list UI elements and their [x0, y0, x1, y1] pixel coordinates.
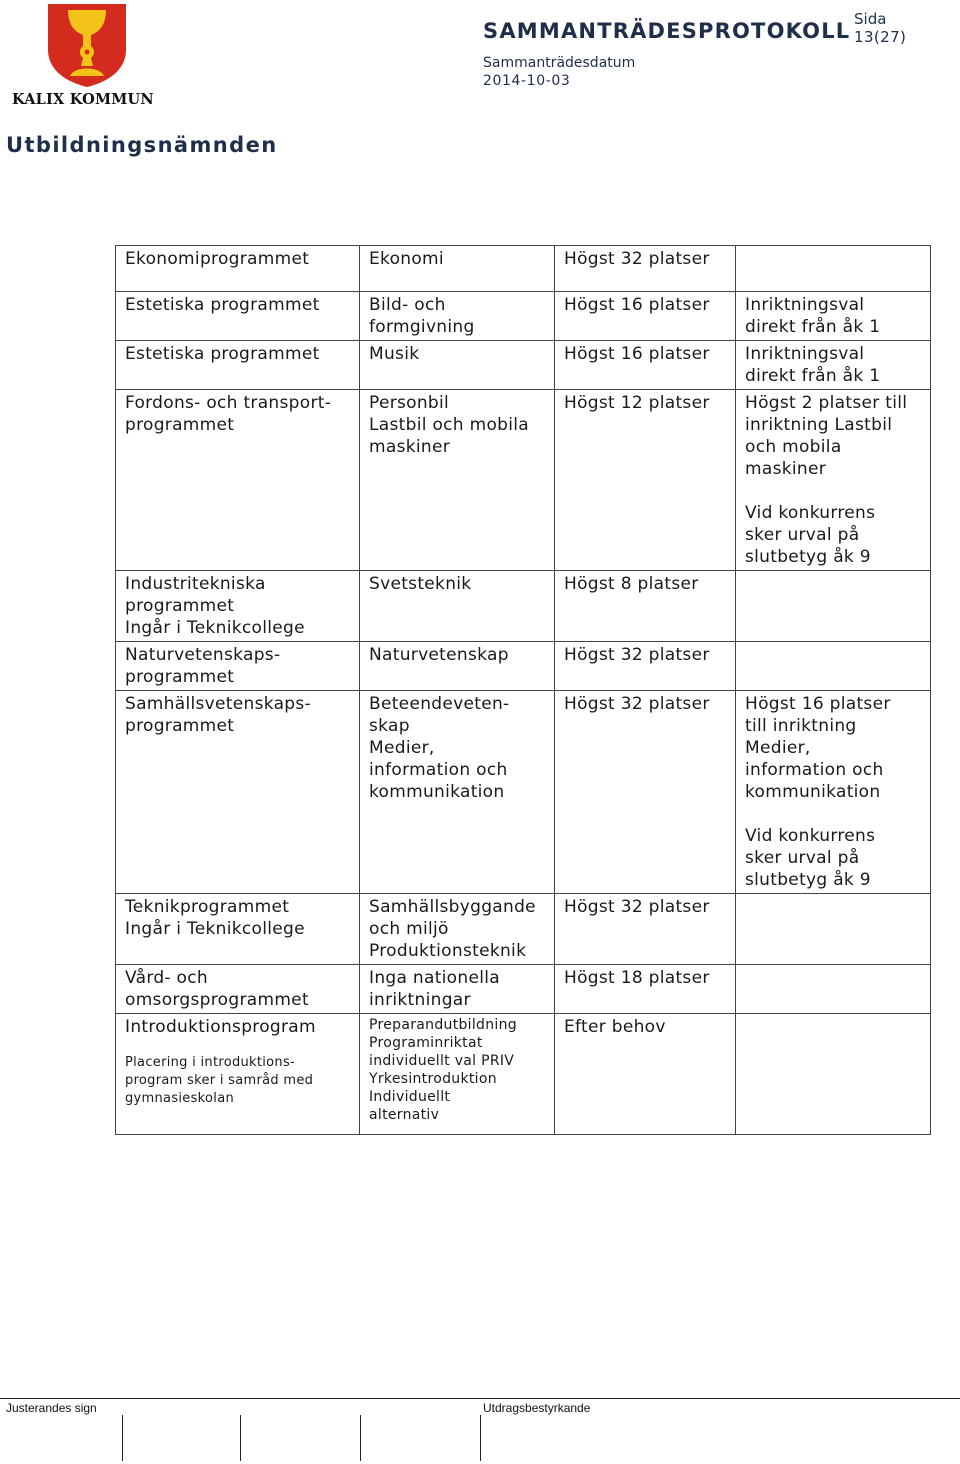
note-cell	[736, 691, 931, 894]
table-row	[116, 1014, 931, 1135]
note-cell	[736, 965, 931, 1014]
note-cell	[736, 390, 931, 571]
cell-line: Ingår i Teknikcollege	[125, 618, 305, 638]
cell-line: Medier,	[369, 738, 435, 758]
cell-line: Beteendeveten-	[369, 694, 510, 714]
cell-line: individuellt val PRIV	[369, 1053, 515, 1069]
cell-line: formgivning	[369, 317, 475, 337]
program-cell	[116, 571, 360, 642]
cell-line: programmet	[125, 716, 235, 736]
orientation-cell	[360, 1014, 555, 1135]
cell-line: Naturvetenskap	[369, 645, 509, 665]
cell-line: Programinriktat	[369, 1035, 483, 1051]
cell-line: omsorgsprogrammet	[125, 990, 309, 1010]
cell-line: och miljö	[369, 919, 449, 939]
cell-line: Ekonomiprogrammet	[125, 249, 310, 269]
places-cell	[555, 642, 736, 691]
cell-line: programmet	[125, 415, 235, 435]
cell-line: direkt från åk 1	[745, 366, 881, 386]
spacer	[745, 480, 922, 502]
cell-line: Ingår i Teknikcollege	[125, 919, 305, 939]
table-row	[116, 691, 931, 894]
cell-line: och mobila	[745, 437, 842, 457]
utdragsbestyrkande-label: Utdragsbestyrkande	[483, 1401, 591, 1415]
note-cell	[736, 341, 931, 390]
cell-line: alternativ	[369, 1107, 440, 1123]
orientation-cell	[360, 894, 555, 965]
places-cell	[555, 894, 736, 965]
signature-footer	[0, 1398, 960, 1464]
cell-line: information och	[745, 760, 884, 780]
cell-line: Inriktningsval	[745, 344, 865, 364]
page-label: Sida	[854, 10, 887, 28]
cell-line: programmet	[125, 667, 235, 687]
meeting-date-label: Sammanträdesdatum	[483, 55, 636, 71]
cell-line: Yrkesintroduktion	[369, 1071, 497, 1087]
orientation-cell	[360, 965, 555, 1014]
cell-line: Högst 12 platser	[564, 393, 710, 413]
program-cell	[116, 246, 360, 292]
program-cell	[116, 642, 360, 691]
cell-line: Introduktionsprogram	[125, 1017, 316, 1037]
places-cell	[555, 571, 736, 642]
justerandes-sign-label: Justerandes sign	[6, 1401, 97, 1415]
cell-line: Högst 16 platser	[564, 344, 710, 364]
cell-line: slutbetyg åk 9	[745, 547, 871, 567]
cell-line: Vid konkurrens	[745, 826, 876, 846]
program-cell	[116, 292, 360, 341]
cell-line: Högst 8 platser	[564, 574, 699, 594]
cell-line: Bild- och	[369, 295, 446, 315]
cell-line: slutbetyg åk 9	[745, 870, 871, 890]
places-cell	[555, 341, 736, 390]
places-cell	[555, 390, 736, 571]
cell-line: maskiner	[745, 459, 827, 479]
cell-line: Vid konkurrens	[745, 503, 876, 523]
table-row	[116, 292, 931, 341]
cell-line: gymnasieskolan	[125, 1091, 235, 1106]
cell-line: Samhällsvetenskaps-	[125, 694, 311, 714]
cell-line: Inriktningsval	[745, 295, 865, 315]
signature-divider	[240, 1415, 241, 1461]
cell-line: skap	[369, 716, 410, 736]
program-table	[115, 245, 931, 1135]
note-cell	[736, 1014, 931, 1135]
cell-line: Estetiska programmet	[125, 295, 320, 315]
orientation-cell	[360, 642, 555, 691]
cell-line: maskiner	[369, 437, 451, 457]
cell-line: Preparandutbildning	[369, 1017, 517, 1033]
cell-line: Högst 2 platser till	[745, 393, 908, 413]
cell-line: program sker i samråd med	[125, 1073, 314, 1088]
cell-line: Produktionsteknik	[369, 941, 527, 961]
note-cell	[736, 292, 931, 341]
table-row	[116, 965, 931, 1014]
board-name: Utbildningsnämnden	[6, 133, 278, 157]
note-cell	[736, 894, 931, 965]
program-cell	[116, 1014, 360, 1135]
cell-line: Estetiska programmet	[125, 344, 320, 364]
coat-of-arms-icon	[46, 2, 128, 88]
document-title: SAMMANTRÄDESPROTOKOLL	[483, 19, 851, 43]
cell-line: Högst 32 platser	[564, 897, 710, 917]
signature-divider	[122, 1415, 123, 1461]
cell-line: Musik	[369, 344, 420, 364]
cell-line: Samhällsbyggande	[369, 897, 536, 917]
note-cell	[736, 642, 931, 691]
placement-note	[125, 1054, 351, 1108]
program-cell	[116, 965, 360, 1014]
cell-line: programmet	[125, 596, 235, 616]
municipality-logo	[8, 2, 160, 110]
cell-line: Placering i introduktions-	[125, 1055, 296, 1070]
orientation-cell	[360, 292, 555, 341]
cell-line: Vård- och	[125, 968, 208, 988]
cell-line: Medier,	[745, 738, 811, 758]
orientation-cell	[360, 246, 555, 292]
meeting-date-value: 2014-10-03	[483, 73, 571, 89]
cell-line: inriktning Lastbil	[745, 415, 893, 435]
cell-line: Högst 16 platser	[745, 694, 891, 714]
cell-line: Teknikprogrammet	[125, 897, 290, 917]
table-row	[116, 894, 931, 965]
cell-line: sker urval på	[745, 525, 860, 545]
cell-line: inriktningar	[369, 990, 471, 1010]
signature-divider	[360, 1415, 361, 1461]
table-row	[116, 341, 931, 390]
program-cell	[116, 691, 360, 894]
logo-text: KALIX KOMMUN	[12, 91, 154, 108]
cell-line: Högst 32 platser	[564, 694, 710, 714]
table-row	[116, 246, 931, 292]
places-cell	[555, 1014, 736, 1135]
program-cell	[116, 894, 360, 965]
cell-line: Personbil	[369, 393, 450, 413]
places-cell	[555, 691, 736, 894]
cell-line: Ekonomi	[369, 249, 444, 269]
cell-line: Högst 32 platser	[564, 249, 710, 269]
orientation-cell	[360, 571, 555, 642]
cell-line: Inga nationella	[369, 968, 500, 988]
cell-line: Efter behov	[564, 1017, 666, 1037]
cell-line: information och	[369, 760, 508, 780]
spacer	[745, 803, 922, 825]
cell-line: Industritekniska	[125, 574, 266, 594]
note-cell	[736, 571, 931, 642]
cell-line: sker urval på	[745, 848, 860, 868]
cell-line: Högst 16 platser	[564, 295, 710, 315]
program-cell	[116, 390, 360, 571]
cell-line: direkt från åk 1	[745, 317, 881, 337]
orientation-cell	[360, 341, 555, 390]
table-row	[116, 390, 931, 571]
cell-line: kommunikation	[369, 782, 505, 802]
places-cell	[555, 292, 736, 341]
places-cell	[555, 246, 736, 292]
table-row	[116, 642, 931, 691]
signature-divider	[480, 1415, 481, 1461]
table-row	[116, 571, 931, 642]
cell-line: Naturvetenskaps-	[125, 645, 281, 665]
cell-line: Högst 18 platser	[564, 968, 710, 988]
page-number: 13(27)	[854, 28, 907, 46]
orientation-cell	[360, 691, 555, 894]
cell-line: kommunikation	[745, 782, 881, 802]
places-cell	[555, 965, 736, 1014]
cell-line: Individuellt	[369, 1089, 451, 1105]
program-cell	[116, 341, 360, 390]
cell-line: Fordons- och transport-	[125, 393, 332, 413]
cell-line: till inriktning	[745, 716, 857, 736]
cell-line: Lastbil och mobila	[369, 415, 529, 435]
cell-line: Högst 32 platser	[564, 645, 710, 665]
note-cell	[736, 246, 931, 292]
orientation-cell	[360, 390, 555, 571]
cell-line: Svetsteknik	[369, 574, 472, 594]
